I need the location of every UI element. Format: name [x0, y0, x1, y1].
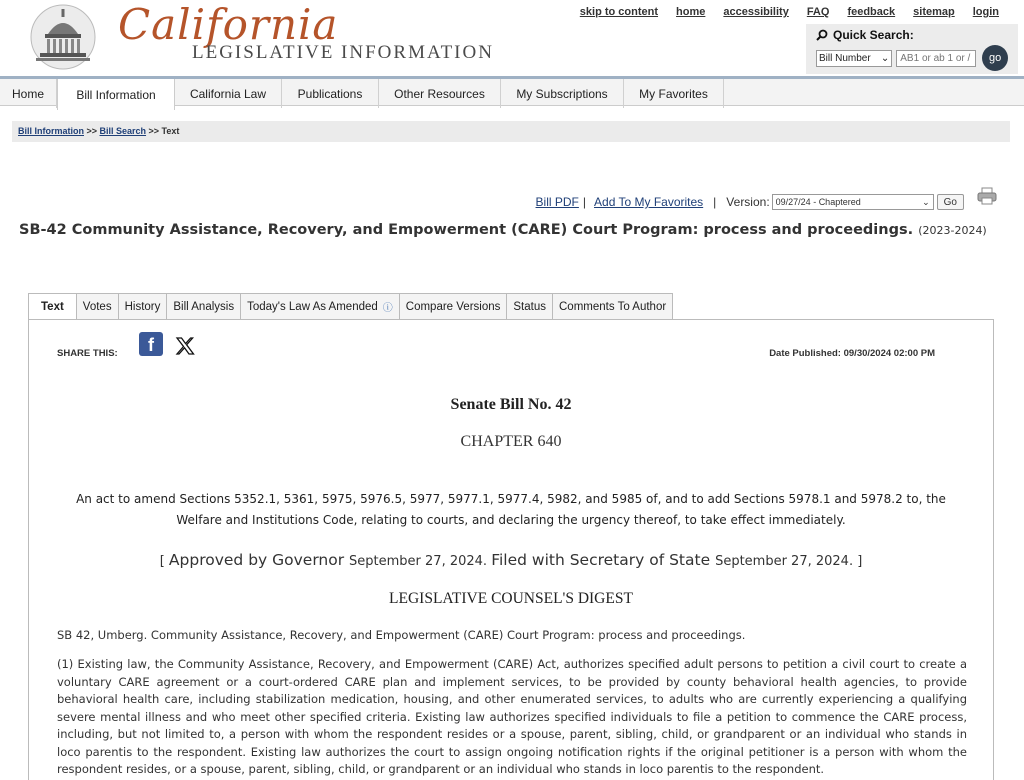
act-description: An act to amend Sections 5352.1, 5361, 5975, 5976.5, 5977, 5977.1, 5977.4, 5982, and 5985 of, and to add Sections 5978.1 and 5978.2 to, the Welfare and Institutions Code, relating to courts, and declaring the urgency thereof, to take effect immediately. [76, 492, 946, 527]
breadcrumb: Bill Information >> Bill Search >> Text [12, 121, 1010, 142]
facebook-icon[interactable]: f [139, 332, 163, 356]
digest-summary: SB 42, Umberg. Community Assistance, Recovery, and Empowerment (CARE) Court Program: process and proceedings. [57, 628, 746, 642]
filed-label: Filed with Secretary of State [491, 551, 716, 569]
nav-california-law[interactable]: California Law [175, 79, 282, 108]
x-twitter-icon[interactable] [175, 336, 195, 356]
home-link[interactable]: home [676, 6, 706, 18]
chapter-number: CHAPTER 640 [460, 433, 562, 450]
tab-text[interactable]: Text [28, 293, 77, 320]
site-header [0, 0, 1024, 76]
tab-comments-to-author[interactable]: Comments To Author [553, 293, 673, 320]
utility-links [580, 6, 999, 18]
approval-line: [ Approved by Governor September 27, 2024. Filed with Secretary of State September 27, 2024. ] [159, 551, 863, 569]
digest-paragraph-1: (1) Existing law, the Community Assistance, Recovery, and Empowerment (CARE) Act, authorizes specified adult persons to petition a civil court to create a voluntary CARE agreement or a court-ordered CARE plan and implement services, to be provided by county behavioral health agencies, to provide behavioral health care, including stabilization medication, housing, and other enumerated services, to adults who are currently experiencing a qualifying severe mental illness and who meet other specified criteria. Existing law authorizes specified individuals to file a petition to commence the CARE process, including, but not limited to, a person with whom the respondent resides or a spouse, parent, sibling, child, or grandparent or an individual who stands in loco parentis to the respondent. Existing law authorizes the court to assign ongoing notification rights if the original petitioner is a person with whom the respondent resides, or a spouse, parent, sibling, child, or grandparent or an individual who stands in loco parentis to the respondent. [57, 657, 967, 776]
approved-date: September 27, 2024. [349, 554, 492, 569]
tab-bill-analysis[interactable]: Bill Analysis [167, 293, 241, 320]
chevron-down-icon: ⌄ [880, 52, 890, 64]
nav-publications[interactable]: Publications [282, 79, 379, 108]
filed-date: September 27, 2024. [715, 554, 858, 569]
senate-bill-number: Senate Bill No. 42 [450, 396, 572, 413]
nav-other-resources[interactable]: Other Resources [379, 79, 501, 108]
bill-toolbar: Bill PDF | Add To My Favorites | Version: 09/27/24 - Chaptered ⌄ Go [536, 194, 964, 210]
breadcrumb-bill-information[interactable]: Bill Information [18, 126, 84, 136]
approved-by-label: Approved by Governor [168, 551, 350, 569]
feedback-link[interactable]: feedback [847, 6, 896, 18]
nav-home[interactable]: Home [0, 79, 57, 108]
quick-search-input[interactable] [896, 50, 976, 67]
logo-wordmark[interactable]: California [118, 0, 339, 49]
info-icon[interactable]: ⓘ [382, 303, 393, 314]
nav-my-subscriptions[interactable]: My Subscriptions [501, 79, 624, 108]
bill-tabs [28, 293, 673, 320]
tab-votes[interactable]: Votes [77, 293, 119, 320]
date-published: Date Published: 09/30/2024 02:00 PM [769, 348, 935, 359]
bill-text-panel [28, 319, 994, 780]
bill-session: (2023-2024) [918, 224, 987, 237]
nav-bill-information[interactable]: Bill Information [57, 79, 175, 110]
quick-search-panel [806, 24, 1018, 74]
version-label: Version: [726, 195, 770, 209]
capitol-dome-logo[interactable] [28, 4, 98, 70]
login-link[interactable]: login [972, 6, 999, 18]
version-select[interactable]: 09/27/24 - Chaptered ⌄ [772, 194, 934, 210]
bill-title-block [19, 222, 999, 239]
tab-history[interactable]: History [119, 293, 168, 320]
search-icon [816, 29, 828, 41]
tab-compare-versions[interactable]: Compare Versions [400, 293, 508, 320]
breadcrumb-current: >> Text [146, 126, 180, 136]
share-label: SHARE THIS: [57, 348, 118, 359]
tab-todays-law-as-amended[interactable]: Today's Law As Amended ⓘ [241, 293, 400, 320]
nav-my-favorites[interactable]: My Favorites [624, 79, 724, 108]
faq-link[interactable]: FAQ [806, 6, 830, 18]
bill-pdf-link[interactable]: Bill PDF [535, 195, 579, 209]
skip-to-content-link[interactable]: skip to content [579, 6, 659, 18]
search-type-select[interactable]: Bill Number ⌄ [816, 50, 892, 67]
sitemap-link[interactable]: sitemap [913, 6, 955, 18]
print-icon[interactable] [977, 187, 997, 205]
logo-subtitle: LEGISLATIVE INFORMATION [192, 42, 494, 63]
bill-title: SB-42 Community Assistance, Recovery, and Empowerment (CARE) Court Program: process and proceedings. [19, 222, 914, 238]
quick-search-title: Quick Search: [833, 28, 914, 42]
main-nav [0, 76, 1024, 106]
tab-status[interactable]: Status [507, 293, 553, 320]
digest-heading: LEGISLATIVE COUNSEL'S DIGEST [389, 590, 633, 607]
breadcrumb-bill-search[interactable]: Bill Search [99, 126, 147, 136]
accessibility-link[interactable]: accessibility [723, 6, 789, 18]
version-go-button[interactable]: Go [937, 194, 964, 210]
quick-search-go-button[interactable]: go [982, 45, 1008, 71]
add-to-favorites-link[interactable]: Add To My Favorites [594, 195, 704, 209]
chevron-down-icon: ⌄ [922, 196, 930, 207]
